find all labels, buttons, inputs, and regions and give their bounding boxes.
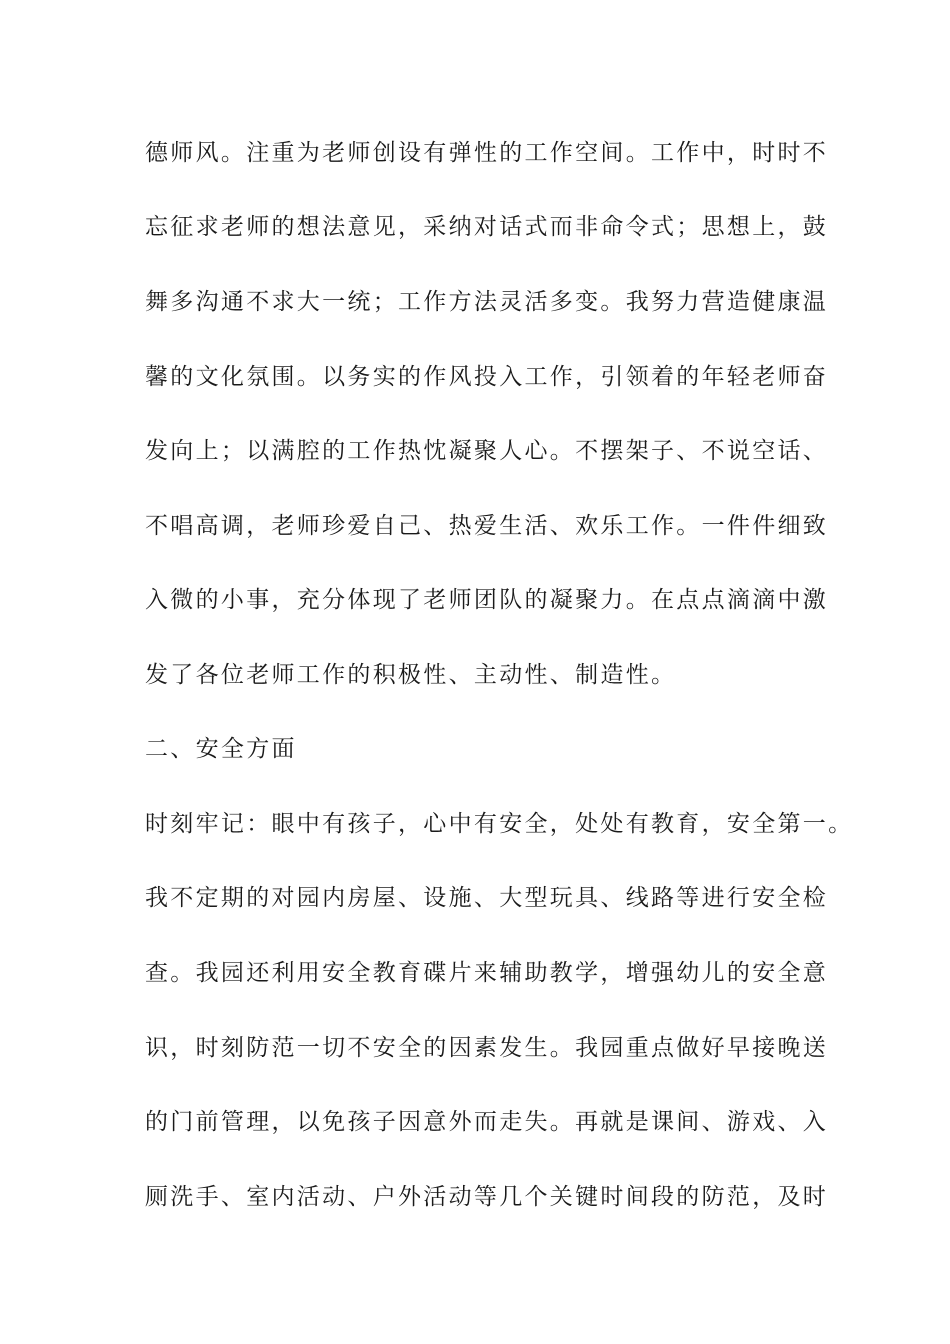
paragraph-line: 查。我园还利用安全教育碟片来辅助教学，增强幼儿的安全意	[145, 960, 829, 986]
paragraph-line: 发了各位老师工作的积极性、主动性、制造性。	[145, 662, 677, 688]
paragraph-line: 的门前管理，以免孩子因意外而走失。再就是课间、游戏、入	[145, 1109, 829, 1135]
section-heading: 二、安全方面	[145, 736, 297, 762]
paragraph-line: 识，时刻防范一切不安全的因素发生。我园重点做好早接晚送	[145, 1035, 829, 1061]
paragraph-line: 时刻牢记：眼中有孩子，心中有安全，处处有教育，安全第一。	[145, 811, 854, 837]
paragraph-line: 入微的小事，充分体现了老师团队的凝聚力。在点点滴滴中激	[145, 587, 829, 613]
paragraph-line: 馨的文化氛围。以务实的作风投入工作，引领着的年轻老师奋	[145, 364, 829, 390]
paragraph-line: 厕洗手、室内活动、户外活动等几个关键时间段的防范，及时	[145, 1184, 829, 1210]
paragraph-line: 发向上；以满腔的工作热忱凝聚人心。不摆架子、不说空话、	[145, 438, 829, 464]
paragraph-line: 德师风。注重为老师创设有弹性的工作空间。工作中，时时不	[145, 140, 829, 166]
paragraph-line: 不唱高调，老师珍爱自己、热爱生活、欢乐工作。一件件细致	[145, 513, 829, 539]
paragraph-line: 我不定期的对园内房屋、设施、大型玩具、线路等进行安全检	[145, 885, 829, 911]
paragraph-line: 舞多沟通不求大一统；工作方法灵活多变。我努力营造健康温	[145, 289, 829, 315]
paragraph-line: 忘征求老师的想法意见，采纳对话式而非命令式；思想上，鼓	[145, 214, 829, 240]
